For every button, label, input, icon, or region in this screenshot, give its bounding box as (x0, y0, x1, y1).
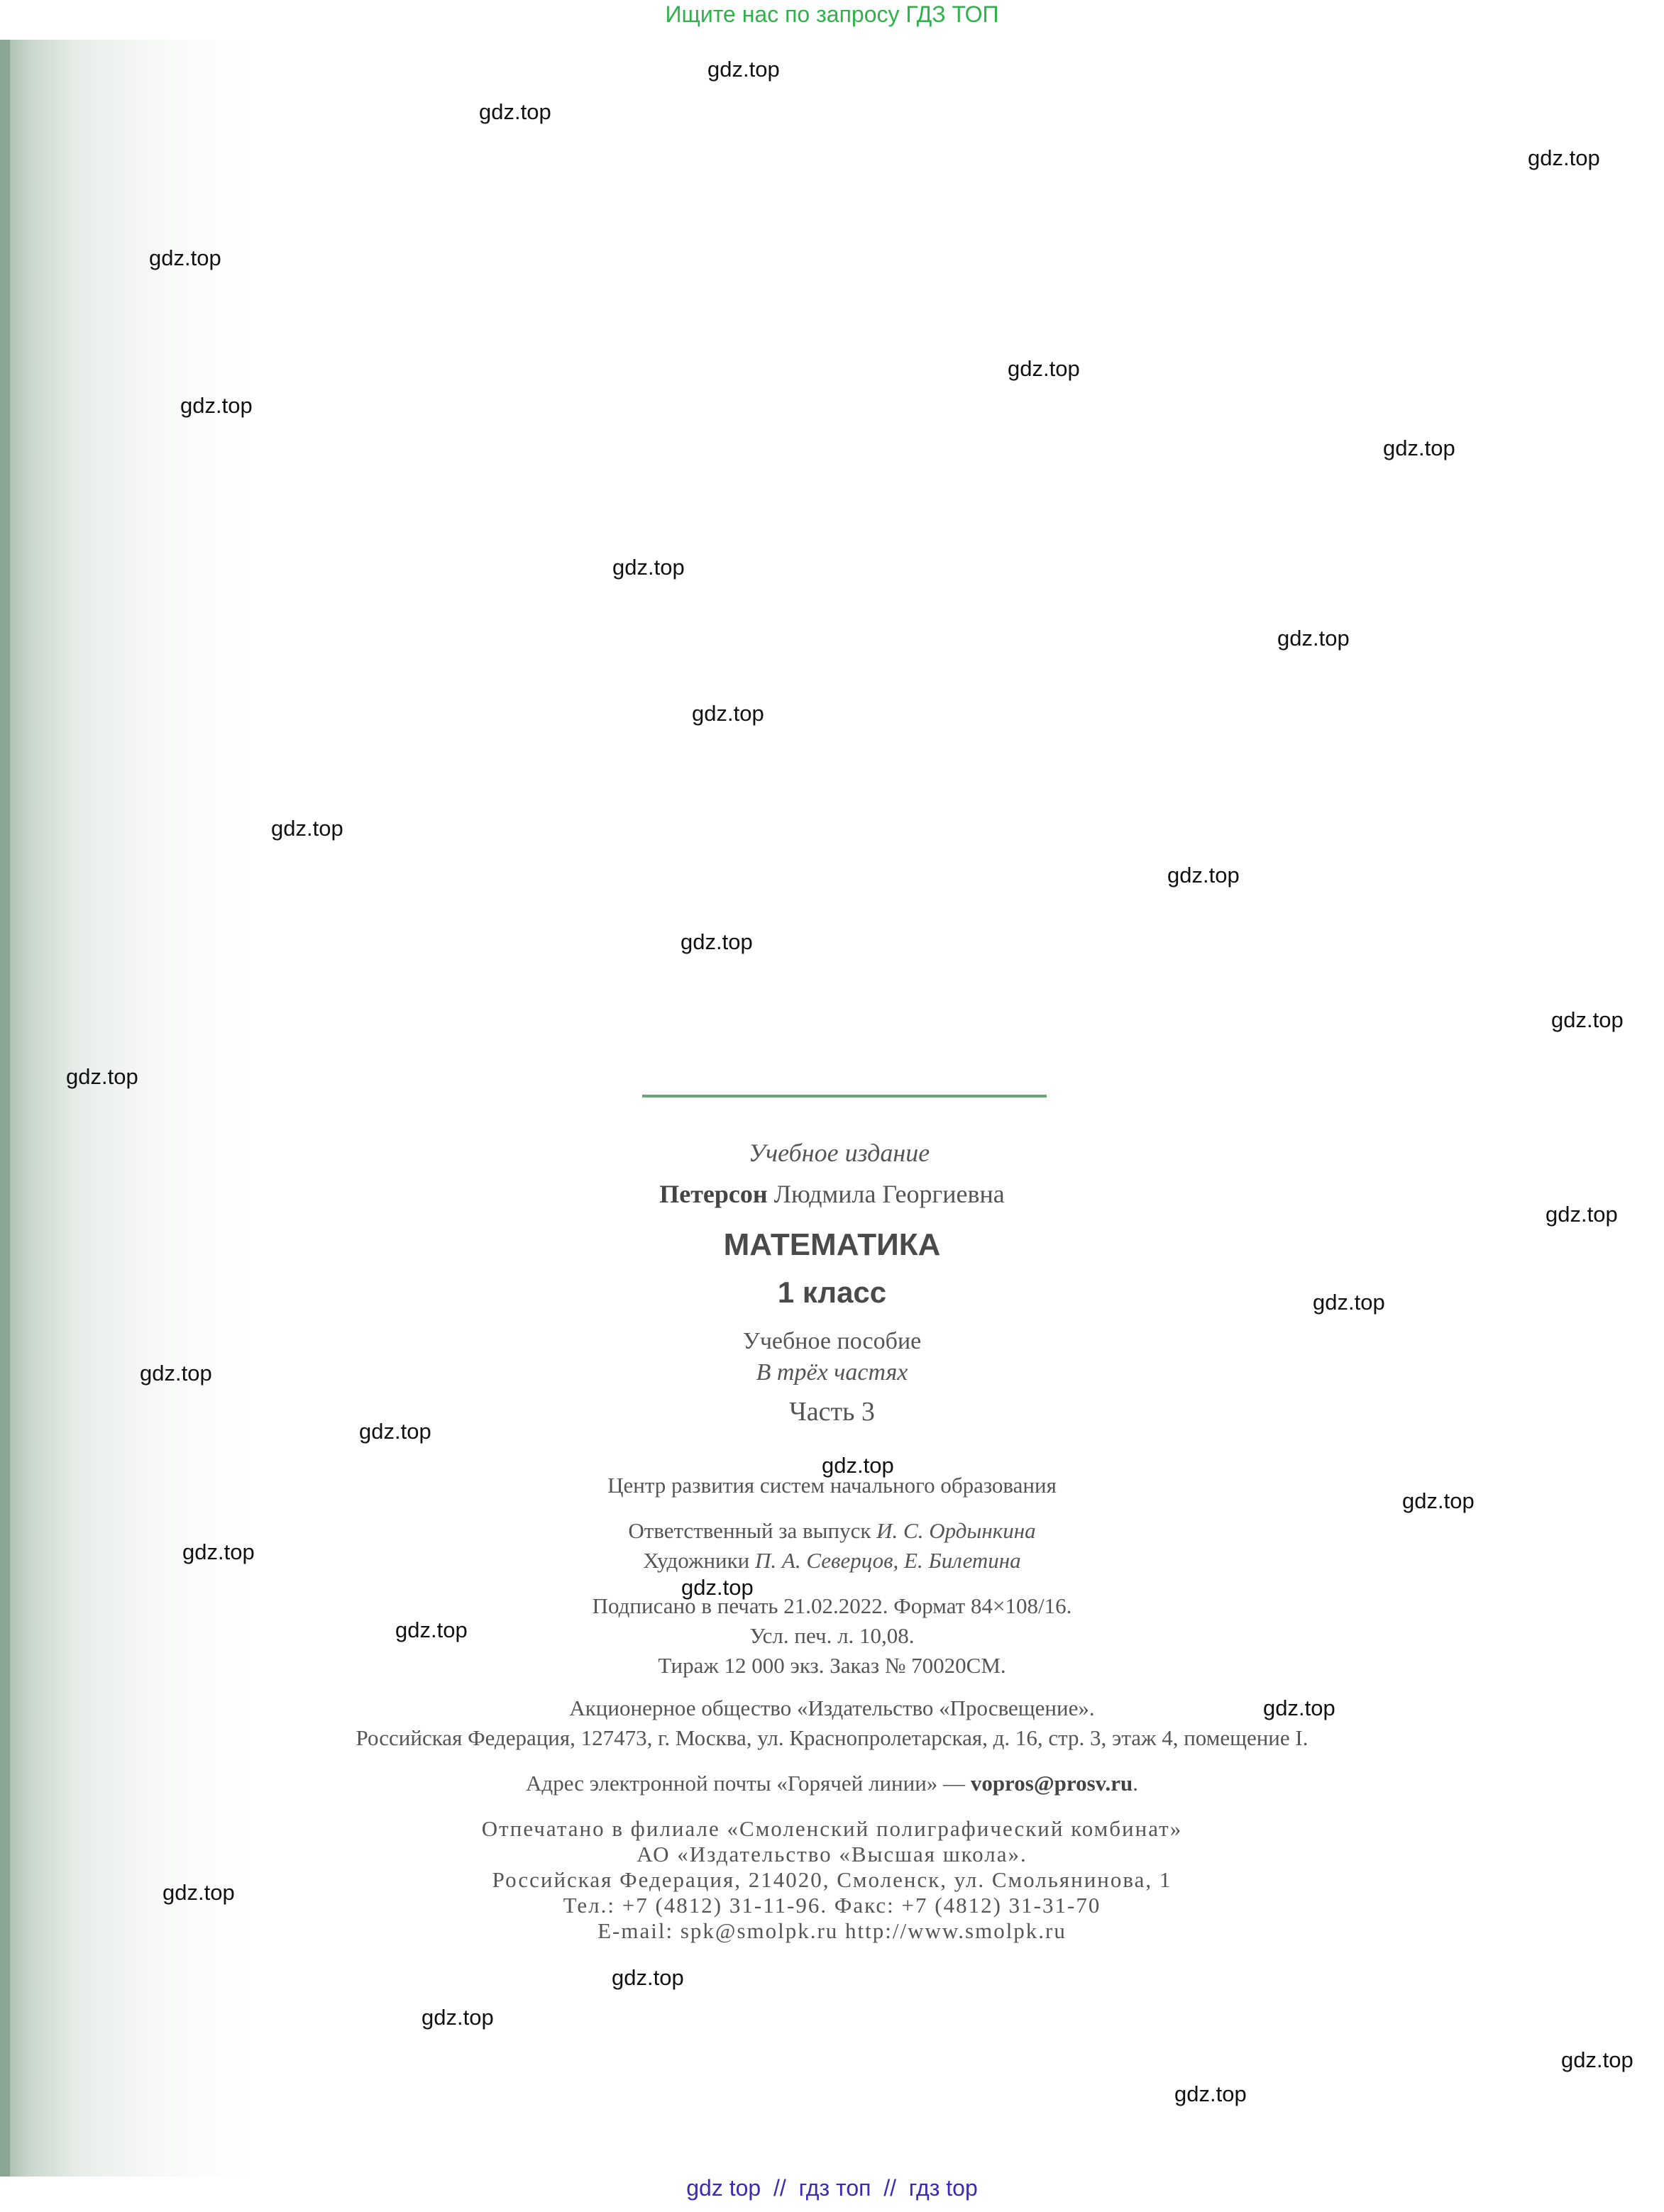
publisher-address: Российская Федерация, 127473, г. Москва, ул. Краснопролетарская, д. 16, стр. 3, этаж 4, помещение I. (356, 1725, 1308, 1750)
watermark: gdz.top (421, 2005, 494, 2030)
watermark: gdz.top (359, 1419, 431, 1444)
artists-line (0, 1548, 1664, 1574)
watermark: gdz.top (140, 1361, 212, 1386)
printed-line-4: Тел.: +7 (4812) 31-11-96. Факс: +7 (4812) 31-31-70 (563, 1893, 1101, 1918)
publisher-line: Акционерное общество «Издательство «Просвещение». (569, 1696, 1095, 1720)
watermark: gdz.top (182, 1539, 255, 1564)
subject-title: МАТЕМАТИКА (723, 1227, 941, 1262)
watermark: gdz.top (479, 99, 551, 124)
author-surname: Петерсон (659, 1180, 768, 1208)
parts: В трёх частях (756, 1359, 908, 1386)
hotline-end: . (1133, 1771, 1138, 1796)
responsible-line (0, 1518, 1664, 1544)
watermark: gdz.top (1008, 356, 1080, 381)
author (0, 1179, 1664, 1209)
watermark: gdz.top (707, 57, 780, 82)
watermark: gdz.top (1277, 626, 1350, 651)
edition-type: Учебное издание (748, 1139, 930, 1167)
watermark: gdz.top (149, 245, 221, 270)
printed-line-5: E-mail: spk@smolpk.ru http://www.smolpk.ru (597, 1918, 1067, 1943)
hotline-label: Адрес электронной почты «Горячей линии» — (526, 1771, 966, 1796)
watermark: gdz.top (822, 1453, 894, 1478)
sheets-line: Усл. печ. л. 10,08. (749, 1623, 915, 1648)
responsible-label: Ответственный за выпуск (628, 1518, 871, 1543)
watermark: gdz.top (1383, 436, 1455, 460)
grade: 1 класс (777, 1276, 887, 1309)
watermark: gdz.top (1174, 2081, 1247, 2106)
watermark: gdz.top (1167, 863, 1240, 887)
printed-line-2: АО «Издательство «Высшая школа». (637, 1842, 1027, 1867)
artists-label: Художники (643, 1548, 750, 1573)
watermark: gdz.top (66, 1064, 138, 1089)
book-type: Учебное пособие (742, 1328, 922, 1354)
bottom-banner[interactable]: gdz top // гдз топ // гдз top (686, 2175, 978, 2201)
printed-line-3: Российская Федерация, 214020, Смоленск, ул. Смольянинова, 1 (492, 1867, 1172, 1892)
divider-rule (642, 1095, 1047, 1097)
watermark: gdz.top (612, 555, 685, 580)
signed-line: Подписано в печать 21.02.2022. Формат 84×108/16. (592, 1593, 1072, 1618)
author-name: Людмила Георгиевна (773, 1180, 1005, 1208)
watermark: gdz.top (1313, 1290, 1385, 1315)
printed-line-1: Отпечатано в филиале «Смоленский полиграфический комбинат» (481, 1816, 1183, 1841)
watermark: gdz.top (681, 1575, 754, 1600)
print-run-line: Тираж 12 000 экз. Заказ № 70020СМ. (658, 1653, 1006, 1678)
hotline-email: vopros@prosv.ru (970, 1771, 1133, 1796)
watermark: gdz.top (692, 701, 764, 726)
part-number: Часть 3 (789, 1397, 875, 1427)
watermark: gdz.top (1402, 1488, 1475, 1513)
watermark: gdz.top (681, 929, 753, 954)
responsible-name: И. С. Ордынкина (876, 1518, 1036, 1543)
artists-names: П. А. Северцов, Е. Билетина (755, 1548, 1021, 1573)
watermark: gdz.top (1551, 1007, 1624, 1032)
top-banner[interactable]: Ищите нас по запросу ГДЗ ТОП (665, 1, 999, 27)
watermark: gdz.top (271, 816, 343, 841)
watermark: gdz.top (1545, 1202, 1618, 1227)
watermark: gdz.top (180, 393, 253, 418)
watermark: gdz.top (1528, 145, 1600, 170)
center-name: Центр развития систем начального образования (607, 1473, 1057, 1498)
watermark: gdz.top (612, 1965, 684, 1990)
watermark: gdz.top (395, 1617, 468, 1642)
hotline-line (0, 1771, 1664, 1796)
watermark: gdz.top (1263, 1696, 1335, 1720)
watermark: gdz.top (162, 1880, 235, 1905)
watermark: gdz.top (1561, 2047, 1633, 2072)
